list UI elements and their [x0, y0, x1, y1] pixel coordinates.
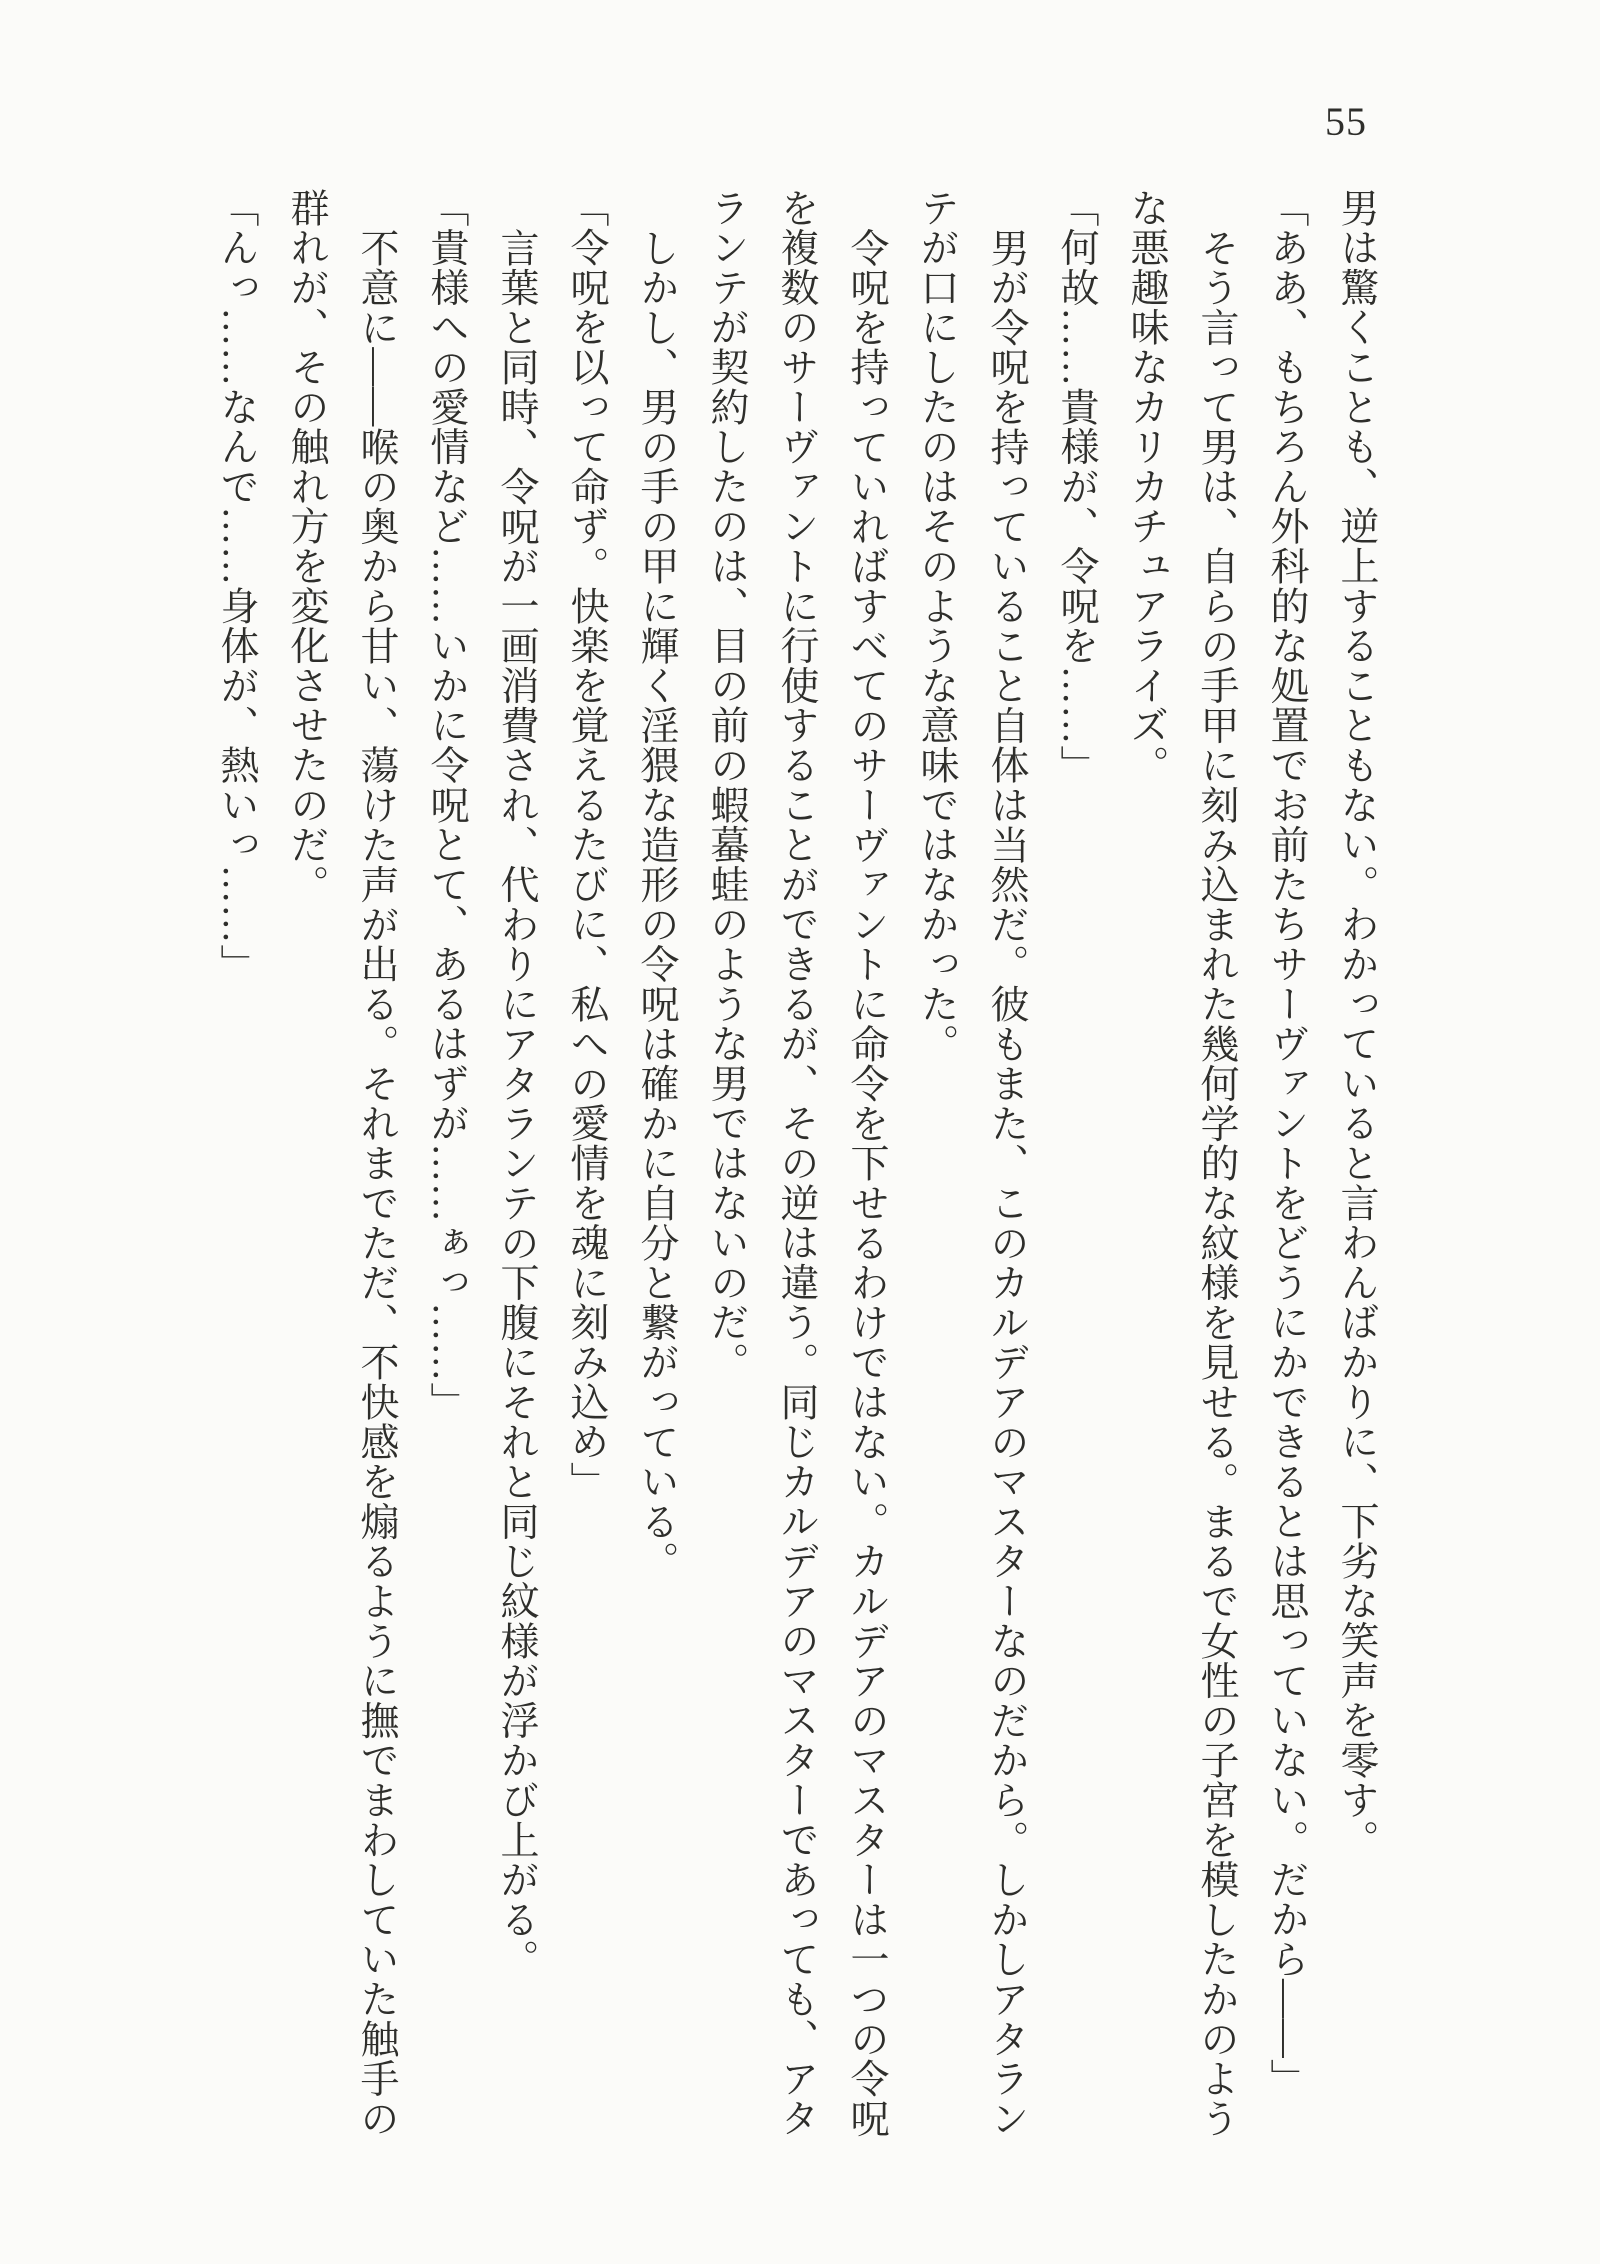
text-column: 男は驚くことも、逆上することもない。わかっていると言わんばかりに、下劣な笑声を零す。	[1335, 188, 1378, 1860]
text-column: 群れが、その触れ方を変化させたのだ。	[285, 188, 328, 905]
text-column: しかし、男の手の甲に輝く淫猥な造形の令呪は確かに自分と繋がっている。	[635, 228, 678, 1582]
text-column: そう言って男は、自らの手甲に刻み込まれた幾何学的な紋様を見せる。まるで女性の子宮を模したかのよう	[1195, 228, 1238, 2139]
text-column: な悪趣味なカリカチュアライズ。	[1125, 188, 1168, 785]
text-column: 言葉と同時、令呪が一画消費され、代わりにアタランテの下腹にそれと同じ紋様が浮かび上がる。	[495, 228, 538, 1980]
text-column: 不意に——喉の奥から甘い、蕩けた声が出る。それまでただ、不快感を煽るように撫でまわしていた触手の	[355, 228, 398, 2139]
text-column: 令呪を持っていればすべてのサーヴァントに命令を下せるわけではない。カルデアのマスターは一つの令呪	[845, 228, 888, 2139]
text-column: テが口にしたのはそのような意味ではなかった。	[915, 188, 958, 1064]
page-number: 55	[1325, 99, 1367, 144]
vertical-text-block	[201, 188, 1391, 2138]
text-column: を複数のサーヴァントに行使することができるが、その逆は違う。同じカルデアのマスターであっても、アタ	[775, 188, 818, 2139]
text-column: 「んっ……なんで……身体が、熱いっ……」	[215, 188, 258, 984]
text-column: ランテが契約したのは、目の前の蝦蟇蛙のような男ではないのだ。	[705, 188, 748, 1382]
text-column: 「何故……貴様が、令呪を……」	[1055, 188, 1098, 785]
text-column: 「ああ、もちろん外科的な処置でお前たちサーヴァントをどうにかできるとは思っていない。だから——」	[1265, 188, 1308, 2099]
text-column: 「貴様への愛情など……いかに令呪とて、あるはずが……ぁっ……」	[425, 188, 468, 1422]
text-column: 「令呪を以って命ず。快楽を覚えるたびに、私への愛情を魂に刻み込め」	[565, 188, 608, 1502]
text-column: 男が令呪を持っていること自体は当然だ。彼もまた、このカルデアのマスターなのだから。しかしアタラン	[985, 228, 1028, 2139]
